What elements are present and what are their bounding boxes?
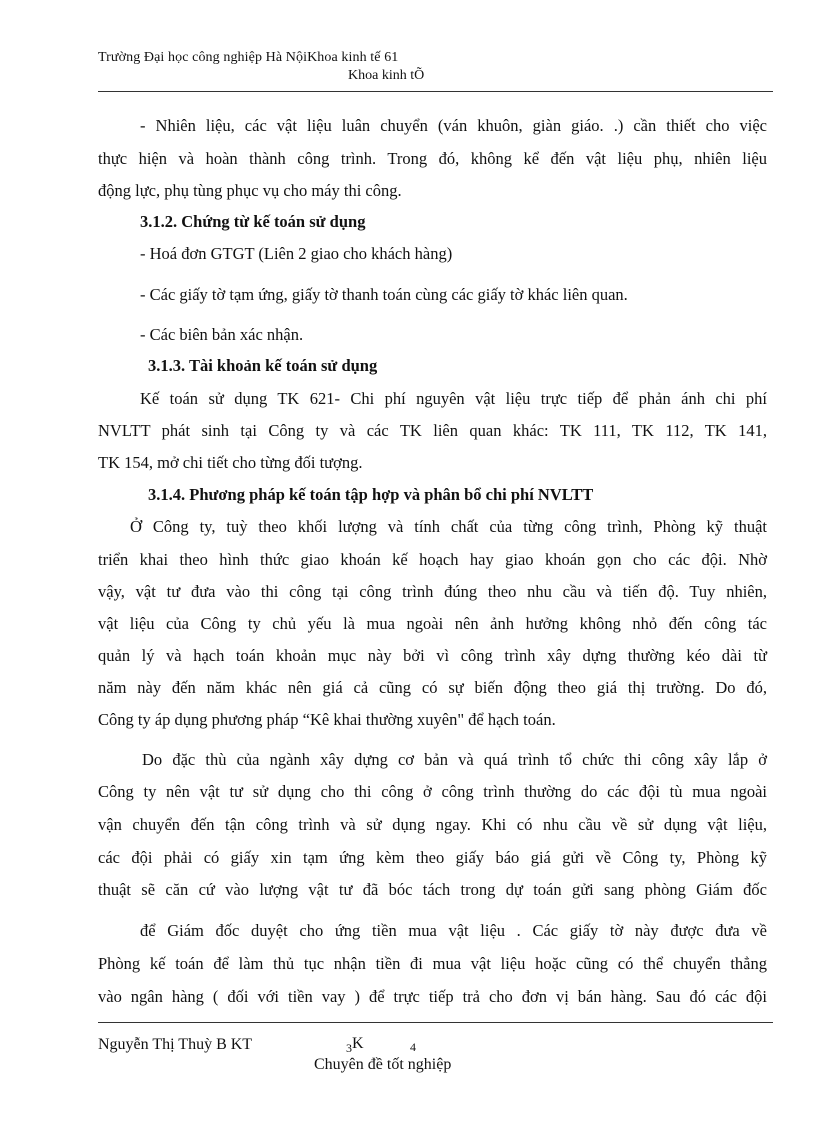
paragraph-line: vật liệu của Công ty chủ yếu là mua ngoài nên ảnh hưởng không nhỏ đến công tác: [98, 614, 767, 633]
paragraph-line: các đội phải có giấy xin tạm ứng kèm theo giấy báo giá gửi về Công ty, Phòng kỹ: [98, 848, 767, 867]
section-heading-3-1-2: 3.1.2. Chứng từ kế toán sử dụng: [140, 212, 366, 231]
paragraph-line: Công ty áp dụng phương pháp “Kê khai thường xuyên" để hạch toán.: [98, 710, 556, 729]
paragraph-line: thực hiện và hoàn thành công trình. Trong đó, không kể đến vật liệu phụ, nhiên liệu: [98, 149, 767, 168]
paragraph-line: Do đặc thù của ngành xây dựng cơ bản và quá trình tổ chức thi công xây lắp ở: [142, 750, 767, 769]
paragraph-line: vận chuyển đến tận công trình và sử dụng ngay. Khi có nhu cầu về sử dụng vật liệu,: [98, 815, 767, 834]
header-faculty: Khoa kinh tÕ: [348, 68, 425, 83]
paragraph-line: Kế toán sử dụng TK 621- Chi phí nguyên vật liệu trực tiếp để phản ánh chi phí: [140, 389, 767, 408]
page-number: 4: [410, 1040, 416, 1054]
paragraph-line: để Giám đốc duyệt cho ứng tiền mua vật liệu . Các giấy tờ này được đưa về: [140, 921, 767, 940]
header-rule: [98, 91, 773, 92]
paragraph-line: động lực, phụ tùng phục vụ cho máy thi công.: [98, 181, 402, 200]
footer-class-letter: K: [352, 1035, 364, 1052]
paragraph-line: vào ngân hàng ( đối với tiền vay ) để trực tiếp trả cho đơn vị bán hàng. Sau đó các đội: [98, 987, 767, 1006]
header-school: Trường Đại học công nghiệp Hà NộiKhoa kinh tế 61: [98, 50, 399, 65]
paragraph-line: vậy, vật tư đưa vào thi công tại công trình đúng theo nhu cầu và tiến độ. Tuy nhiên,: [98, 582, 767, 601]
footer-class-subscript: 3: [346, 1041, 352, 1055]
section-heading-3-1-4: 3.1.4. Phương pháp kế toán tập hợp và phân bổ chi phí NVLTT: [148, 485, 594, 504]
footer-rule: [98, 1022, 773, 1023]
paragraph-line: thuật sẽ căn cứ vào lượng vật tư đã bóc tách trong dự toán gửi sang phòng Giám đốc: [98, 880, 767, 899]
paragraph-line: triển khai theo hình thức giao khoán kế hoạch hay giao khoán gọn cho các đội. Nhờ: [98, 550, 767, 569]
list-item: - Hoá đơn GTGT (Liên 2 giao cho khách hàng): [140, 244, 453, 263]
list-item: - Các biên bản xác nhận.: [140, 325, 304, 344]
section-heading-3-1-3: 3.1.3. Tài khoản kế toán sử dụng: [148, 356, 378, 375]
list-item: - Các giấy tờ tạm ứng, giấy tờ thanh toán cùng các giấy tờ khác liên quan.: [140, 285, 628, 304]
paragraph-line: - Nhiên liệu, các vật liệu luân chuyển (ván khuôn, giàn giáo. .) cần thiết cho việc: [140, 116, 767, 135]
footer-author: Nguyễn Thị Thuỳ B KT: [98, 1036, 253, 1053]
paragraph-line: TK 154, mở chi tiết cho từng đối tượng.: [98, 453, 363, 472]
footer-title: Chuyên đề tốt nghiệp: [314, 1056, 452, 1073]
paragraph-line: Ở Công ty, tuỳ theo khối lượng và tính chất của từng công trình, Phòng kỹ thuật: [130, 517, 767, 536]
paragraph-line: NVLTT phát sinh tại Công ty và các TK liên quan khác: TK 111, TK 112, TK 141,: [98, 421, 767, 440]
paragraph-line: năm này đến năm khác nên giá cả cũng có sự biến động theo giá thị trường. Do đó,: [98, 678, 767, 697]
paragraph-line: quản lý và hạch toán khoản mục này bởi vì công trình xây dựng thường kéo dài từ: [98, 646, 767, 665]
paragraph-line: Công ty nên vật tư sử dụng cho thi công ở công trình thường do các đội tù mua ngoài: [98, 782, 767, 801]
paragraph-line: Phòng kế toán để làm thủ tục nhận tiền đi mua vật liệu hoặc cũng có thể chuyển thẳng: [98, 954, 767, 973]
